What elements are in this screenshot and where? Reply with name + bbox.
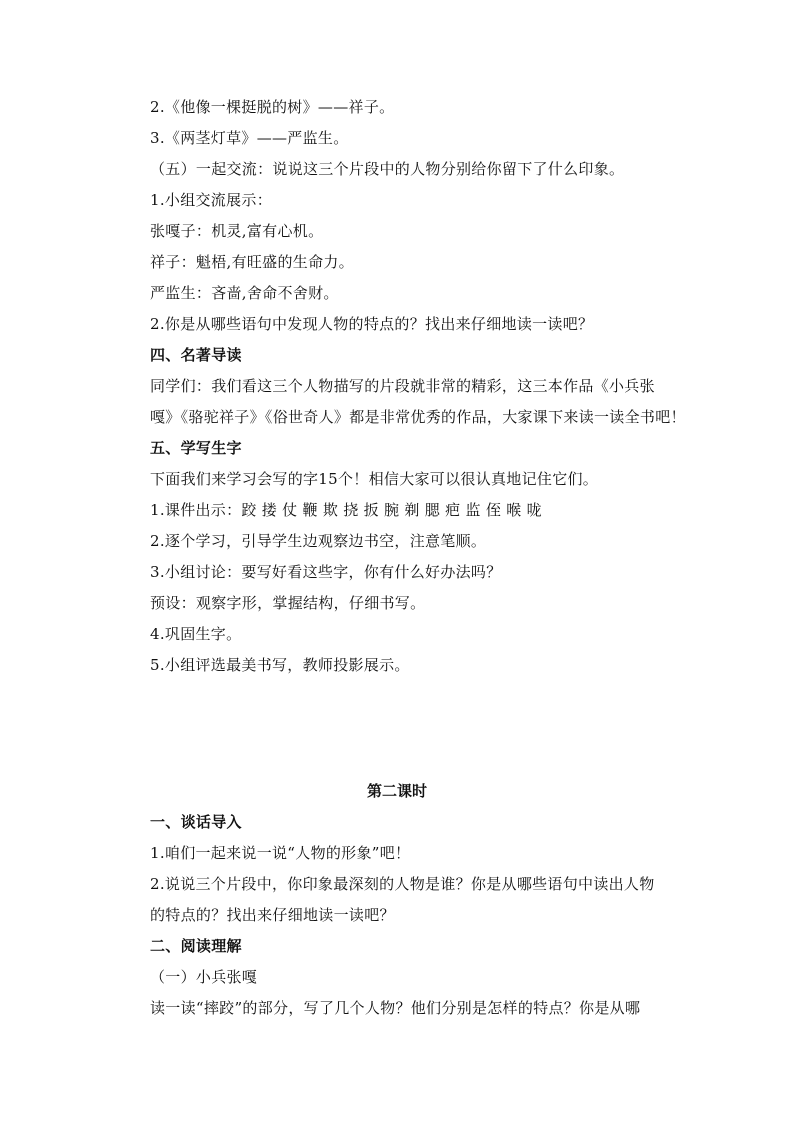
text-line-16: 3.小组讨论：要写好看这些字，你有什么好办法吗？	[150, 563, 502, 581]
text-line-11: 嘎》《骆驼祥子》《俗世奇人》都是非常优秀的作品，大家课下来读一读全书吧！	[150, 408, 686, 426]
section-heading-5: 五、学写生字	[150, 439, 242, 457]
text-line-5: 张嘎子：机灵,富有心机。	[150, 222, 324, 240]
text-line-17: 预设：观察字形，掌握结构，仔细书写。	[150, 594, 426, 612]
text-line-21: 1.咱们一起来说一说“人物的形象”吧！	[150, 844, 411, 862]
text-line-6: 祥子：魁梧,有旺盛的生命力。	[150, 253, 354, 271]
text-line-8: 2.你是从哪些语句中发现人物的特点的？找出来仔细地读一读吧？	[150, 315, 594, 333]
text-line-3: （五）一起交流：说说这三个片段中的人物分别给你留下了什么印象。	[150, 160, 625, 178]
text-line-1: 2.《他像一棵挺脱的树》——祥子。	[150, 98, 395, 116]
text-line-15: 2.逐个学习，引导学生边观察边书空，注意笔顺。	[150, 532, 487, 550]
lesson-title: 第二课时	[366, 782, 427, 800]
text-line-13: 下面我们来学习会写的字15个！相信大家可以很认真地记住它们。	[150, 470, 599, 488]
text-line-23: 的特点的？找出来仔细地读一读吧？	[150, 906, 395, 924]
text-line-25: （一）小兵张嘎	[150, 968, 258, 986]
section-heading-2: 二、阅读理解	[150, 937, 242, 955]
text-line-7: 严监生：吝啬,舍命不舍财。	[150, 284, 339, 302]
text-line-10: 同学们：我们看这三个人物描写的片段就非常的精彩，这三本作品《小兵张	[150, 377, 655, 395]
text-line-18: 4.巩固生字。	[150, 625, 242, 643]
text-line-2: 3.《两茎灯草》——严监生。	[150, 129, 349, 147]
section-heading-4: 四、名著导读	[150, 346, 242, 364]
section-heading-1: 一、谈话导入	[150, 813, 242, 831]
text-line-4: 1.小组交流展示：	[150, 191, 273, 209]
text-line-26: 读一读“摔跤”的部分，写了几个人物？他们分别是怎样的特点？你是从哪	[150, 999, 641, 1017]
text-line-19: 5.小组评选最美书写，教师投影展示。	[150, 656, 410, 674]
text-line-22: 2.说说三个片段中，你印象最深刻的人物是谁？你是从哪些语句中读出人物	[150, 875, 655, 893]
text-line-14: 1.课件出示：跤 搂 仗 鞭 欺 挠 扳 腕 剃 腮 疤 监 侄 喉 咙	[150, 501, 542, 519]
